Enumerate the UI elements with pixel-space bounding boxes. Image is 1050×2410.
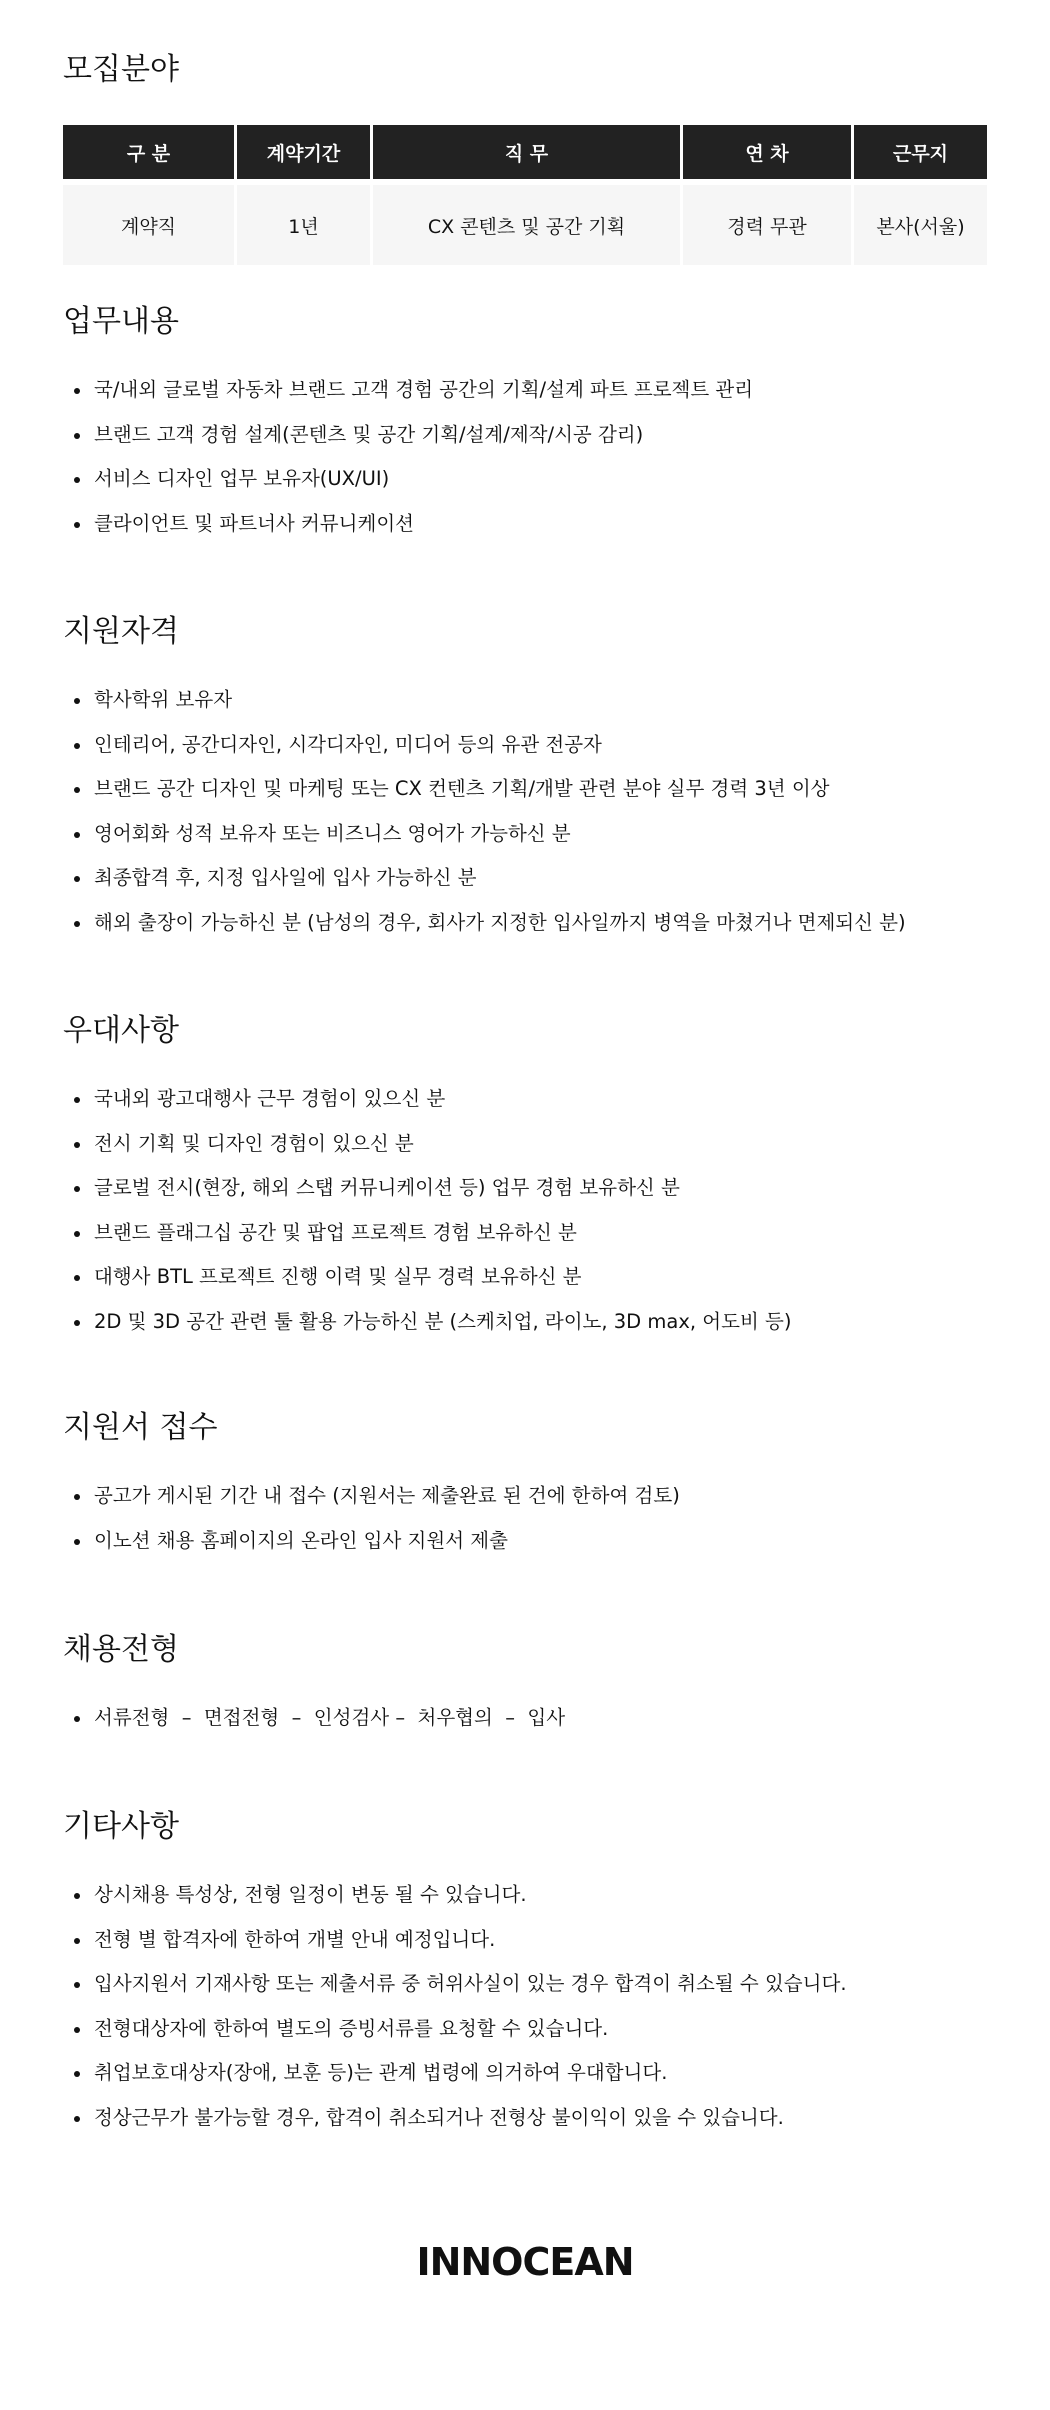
list-item: 서류전형 – 면접전형 – 인성검사 – 처우협의 – 입사 [70,1696,1010,1741]
recruit-table-header-row [63,125,987,179]
recruit-section-title: 모집분야 [63,52,179,87]
application-section-title: 지원서 접수 [63,1410,218,1445]
list-item: 대행사 BTL 프로젝트 진행 이력 및 실무 경력 보유하신 분 [70,1255,1010,1300]
cell-position: CX 콘텐츠 및 공간 기획 [373,179,680,265]
list-item: 국/내외 글로벌 자동차 브랜드 고객 경험 공간의 기획/설계 파트 프로젝트 관리 [70,368,1010,413]
list-item: 공고가 게시된 기간 내 접수 (지원서는 제출완료 된 건에 한하여 검토) [70,1474,1010,1519]
list-item: 인테리어, 공간디자인, 시각디자인, 미디어 등의 유관 전공자 [70,723,1010,768]
header-position: 직 무 [373,125,680,179]
list-item: 정상근무가 불가능할 경우, 합격이 취소되거나 전형상 불이익이 있을 수 있습니다. [70,2096,1010,2141]
list-item: 서비스 디자인 업무 보유자(UX/UI) [70,457,1010,502]
list-item: 이노션 채용 홈페이지의 온라인 입사 지원서 제출 [70,1519,1010,1564]
list-item: 입사지원서 기재사항 또는 제출서류 중 허위사실이 있는 경우 합격이 취소될 수 있습니다. [70,1962,1010,2007]
list-item: 최종합격 후, 지정 입사일에 입사 가능하신 분 [70,856,1010,901]
list-item: 전형대상자에 한하여 별도의 증빙서류를 요청할 수 있습니다. [70,2007,1010,2052]
list-item: 브랜드 공간 디자인 및 마케팅 또는 CX 컨텐츠 기획/개발 관련 분야 실무 경력 3년 이상 [70,767,1010,812]
list-item: 브랜드 고객 경험 설계(콘텐츠 및 공간 기획/설계/제작/시공 감리) [70,413,1010,458]
list-item: 상시채용 특성상, 전형 일정이 변동 될 수 있습니다. [70,1873,1010,1918]
list-item: 국내외 광고대행사 근무 경험이 있으신 분 [70,1077,1010,1122]
list-item: 클라이언트 및 파트너사 커뮤니케이션 [70,502,1010,547]
header-experience: 연 차 [683,125,851,179]
process-list [70,1696,1010,1741]
header-contract-period: 계약기간 [237,125,370,179]
duties-list [70,368,1010,546]
process-section-title: 채용전형 [63,1632,179,1667]
list-item: 전시 기획 및 디자인 경험이 있으신 분 [70,1122,1010,1167]
list-item: 학사학위 보유자 [70,678,1010,723]
cell-category: 계약직 [63,179,234,265]
qualifications-list [70,678,1010,945]
list-item: 글로벌 전시(현장, 해외 스탭 커뮤니케이션 등) 업무 경험 보유하신 분 [70,1166,1010,1211]
cell-location: 본사(서울) [854,179,987,265]
list-item: 영어회화 성적 보유자 또는 비즈니스 영어가 가능하신 분 [70,812,1010,857]
header-category: 구 분 [63,125,234,179]
list-item: 전형 별 합격자에 한하여 개별 안내 예정입니다. [70,1918,1010,1963]
preferences-list [70,1077,1010,1344]
etc-list [70,1873,1010,2140]
table-row [63,179,987,265]
qualifications-section-title: 지원자격 [63,614,179,649]
application-list [70,1474,1010,1563]
list-item: 취업보호대상자(장애, 보훈 등)는 관계 법령에 의거하여 우대합니다. [70,2051,1010,2096]
etc-section-title: 기타사항 [63,1809,179,1844]
cell-contract-period: 1년 [237,179,370,265]
preferences-section-title: 우대사항 [63,1013,179,1048]
header-location: 근무지 [854,125,987,179]
cell-experience: 경력 무관 [683,179,851,265]
list-item: 브랜드 플래그십 공간 및 팝업 프로젝트 경험 보유하신 분 [70,1211,1010,1256]
duties-section-title: 업무내용 [63,304,179,339]
innocean-logo: INNOCEAN [416,2240,634,2284]
recruit-table [60,125,990,265]
list-item: 2D 및 3D 공간 관련 툴 활용 가능하신 분 (스케치업, 라이노, 3D max, 어도비 등) [70,1300,1010,1345]
list-item: 해외 출장이 가능하신 분 (남성의 경우, 회사가 지정한 입사일까지 병역을 마쳤거나 면제되신 분) [70,901,1010,946]
